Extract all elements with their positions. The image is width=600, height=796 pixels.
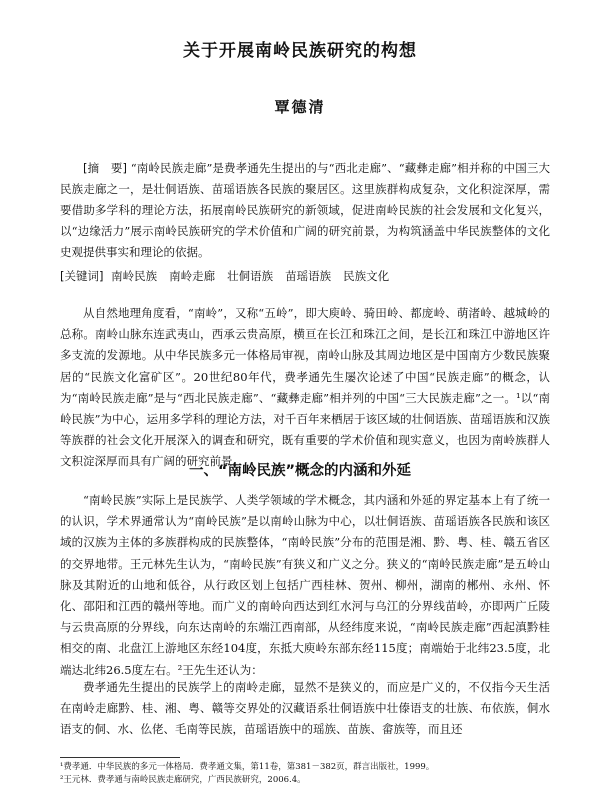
paper-title: 关于开展南岭民族研究的构想 [183,41,417,61]
footnote-divider [60,757,180,758]
keyword: 南岭民族 [111,269,158,283]
keyword: 民族文化 [343,269,390,283]
keyword: 壮侗语族 [227,269,274,283]
keywords-label: [关键词] [60,269,104,283]
abstract-label: [摘 要] [83,161,127,175]
footnotes [60,761,550,787]
keywords [60,266,550,287]
footnote-2: ²王元林．费孝通与南岭民族走廊研究，广西民族研究，2006.4。 [60,775,306,785]
body-paragraph-1: 从自然地理角度看，“南岭”，又称“五岭”，即大庾岭、骑田岭、都庞岭、萌渚岭、越城岭的总称。南岭山脉东连武夷山，西承云贵高原，横亘在长江和珠江之间，是长江和珠江中游地区许多支流的发源地。从中华民族多元一体格局审视，南岭山脉及其周边地区是中国南方少数民族聚居的“民族文化富矿区”。20世纪80年代，费孝通先生屡次论述了中国“民族走廊”的概念，认为“南岭民族走廊”是与“西北民族走廊”、“藏彝走廊”相并列的中国“三大民族走廊”之一。¹以“南岭民族”为中心，运用多学科的理论方法，对千百年来栖居于该区域的壮侗语族、苗瑶语族和汉族等族群的社会文化开展深入的调查和研究，既有重要的学术价值和现实意义，也因为南岭族群人文积淀深厚而具有广阔的研究前景。 [60,306,550,469]
block-quote: 费孝通先生提出的民族学上的南岭走廊，显然不是狭义的，而应是广义的，不仅指今天生活在南岭走廊黔、桂、湘、粤、赣等交界处的汉藏语系壮侗语族中壮傣语支的壮族、布依族，侗水语支的侗、水、仫佬、毛南等民族，苗瑶语族中的瑶族、苗族、畲族等，而且还 [60,680,550,736]
author-name: 覃德清 [274,98,326,116]
footnote-1: ¹费孝通．中华民族的多元一体格局．费孝通文集，第11卷，第381－382页，群言出版社，1999。 [60,762,435,772]
abstract-text: “南岭民族走廊”是费孝通先生提出的与“西北走廊”、“藏彝走廊”相并称的中国三大民族走廊之一，是壮侗语族、苗瑶语族各民族的聚居区。这里族群构成复杂，文化积淀深厚，需要借助多学科的理论方法，拓展南岭民族研究的新领域，促进南岭民族的社会发展和文化复兴，以“边缘活力”展示南岭民族研究的学术价值和广阔的研究前景，为构筑涵盖中华民族整体的文化史观提供事实和理论的依据。 [60,161,550,259]
section-heading-1: 一、“南岭民族”概念的内涵和外延 [188,463,412,479]
body-paragraph-2: “南岭民族”实际上是民族学、人类学领域的学术概念，其内涵和外延的界定基本上有了统一的认识，学术界通常认为“南岭民族”是以南岭山脉为中心，以壮侗语族、苗瑶语族各民族和该区域的汉族为主体的多族群构成的民族整体，“南岭民族”分布的范围是湘、黔、粤、桂、赣五省区的交界地带。王元林先生认为，“南岭民族”有狭义和广义之分。狭义的“南岭民族走廊”是五岭山脉及其附近的山地和低谷，从行政区划上包括广西桂林、贺州、柳州，湖南的郴州、永州、怀化、邵阳和江西的赣州等地。而广义的南岭向西达到红水河与乌江的分界线苗岭，亦即两广丘陵与云贵高原的分界线，向东达南岭的东端江西南部，从经纬度来说，“南岭民族走廊”西起滇黔桂相交的南、北盘江上游地区东经104度，东抵大庾岭东部东经115度；南端始于北纬23.5度，北端达北纬26.5度左右。²王先生还认为： [60,493,550,677]
abstract [60,158,550,263]
keyword: 苗瑶语族 [285,269,332,283]
keyword: 南岭走廊 [169,269,216,283]
